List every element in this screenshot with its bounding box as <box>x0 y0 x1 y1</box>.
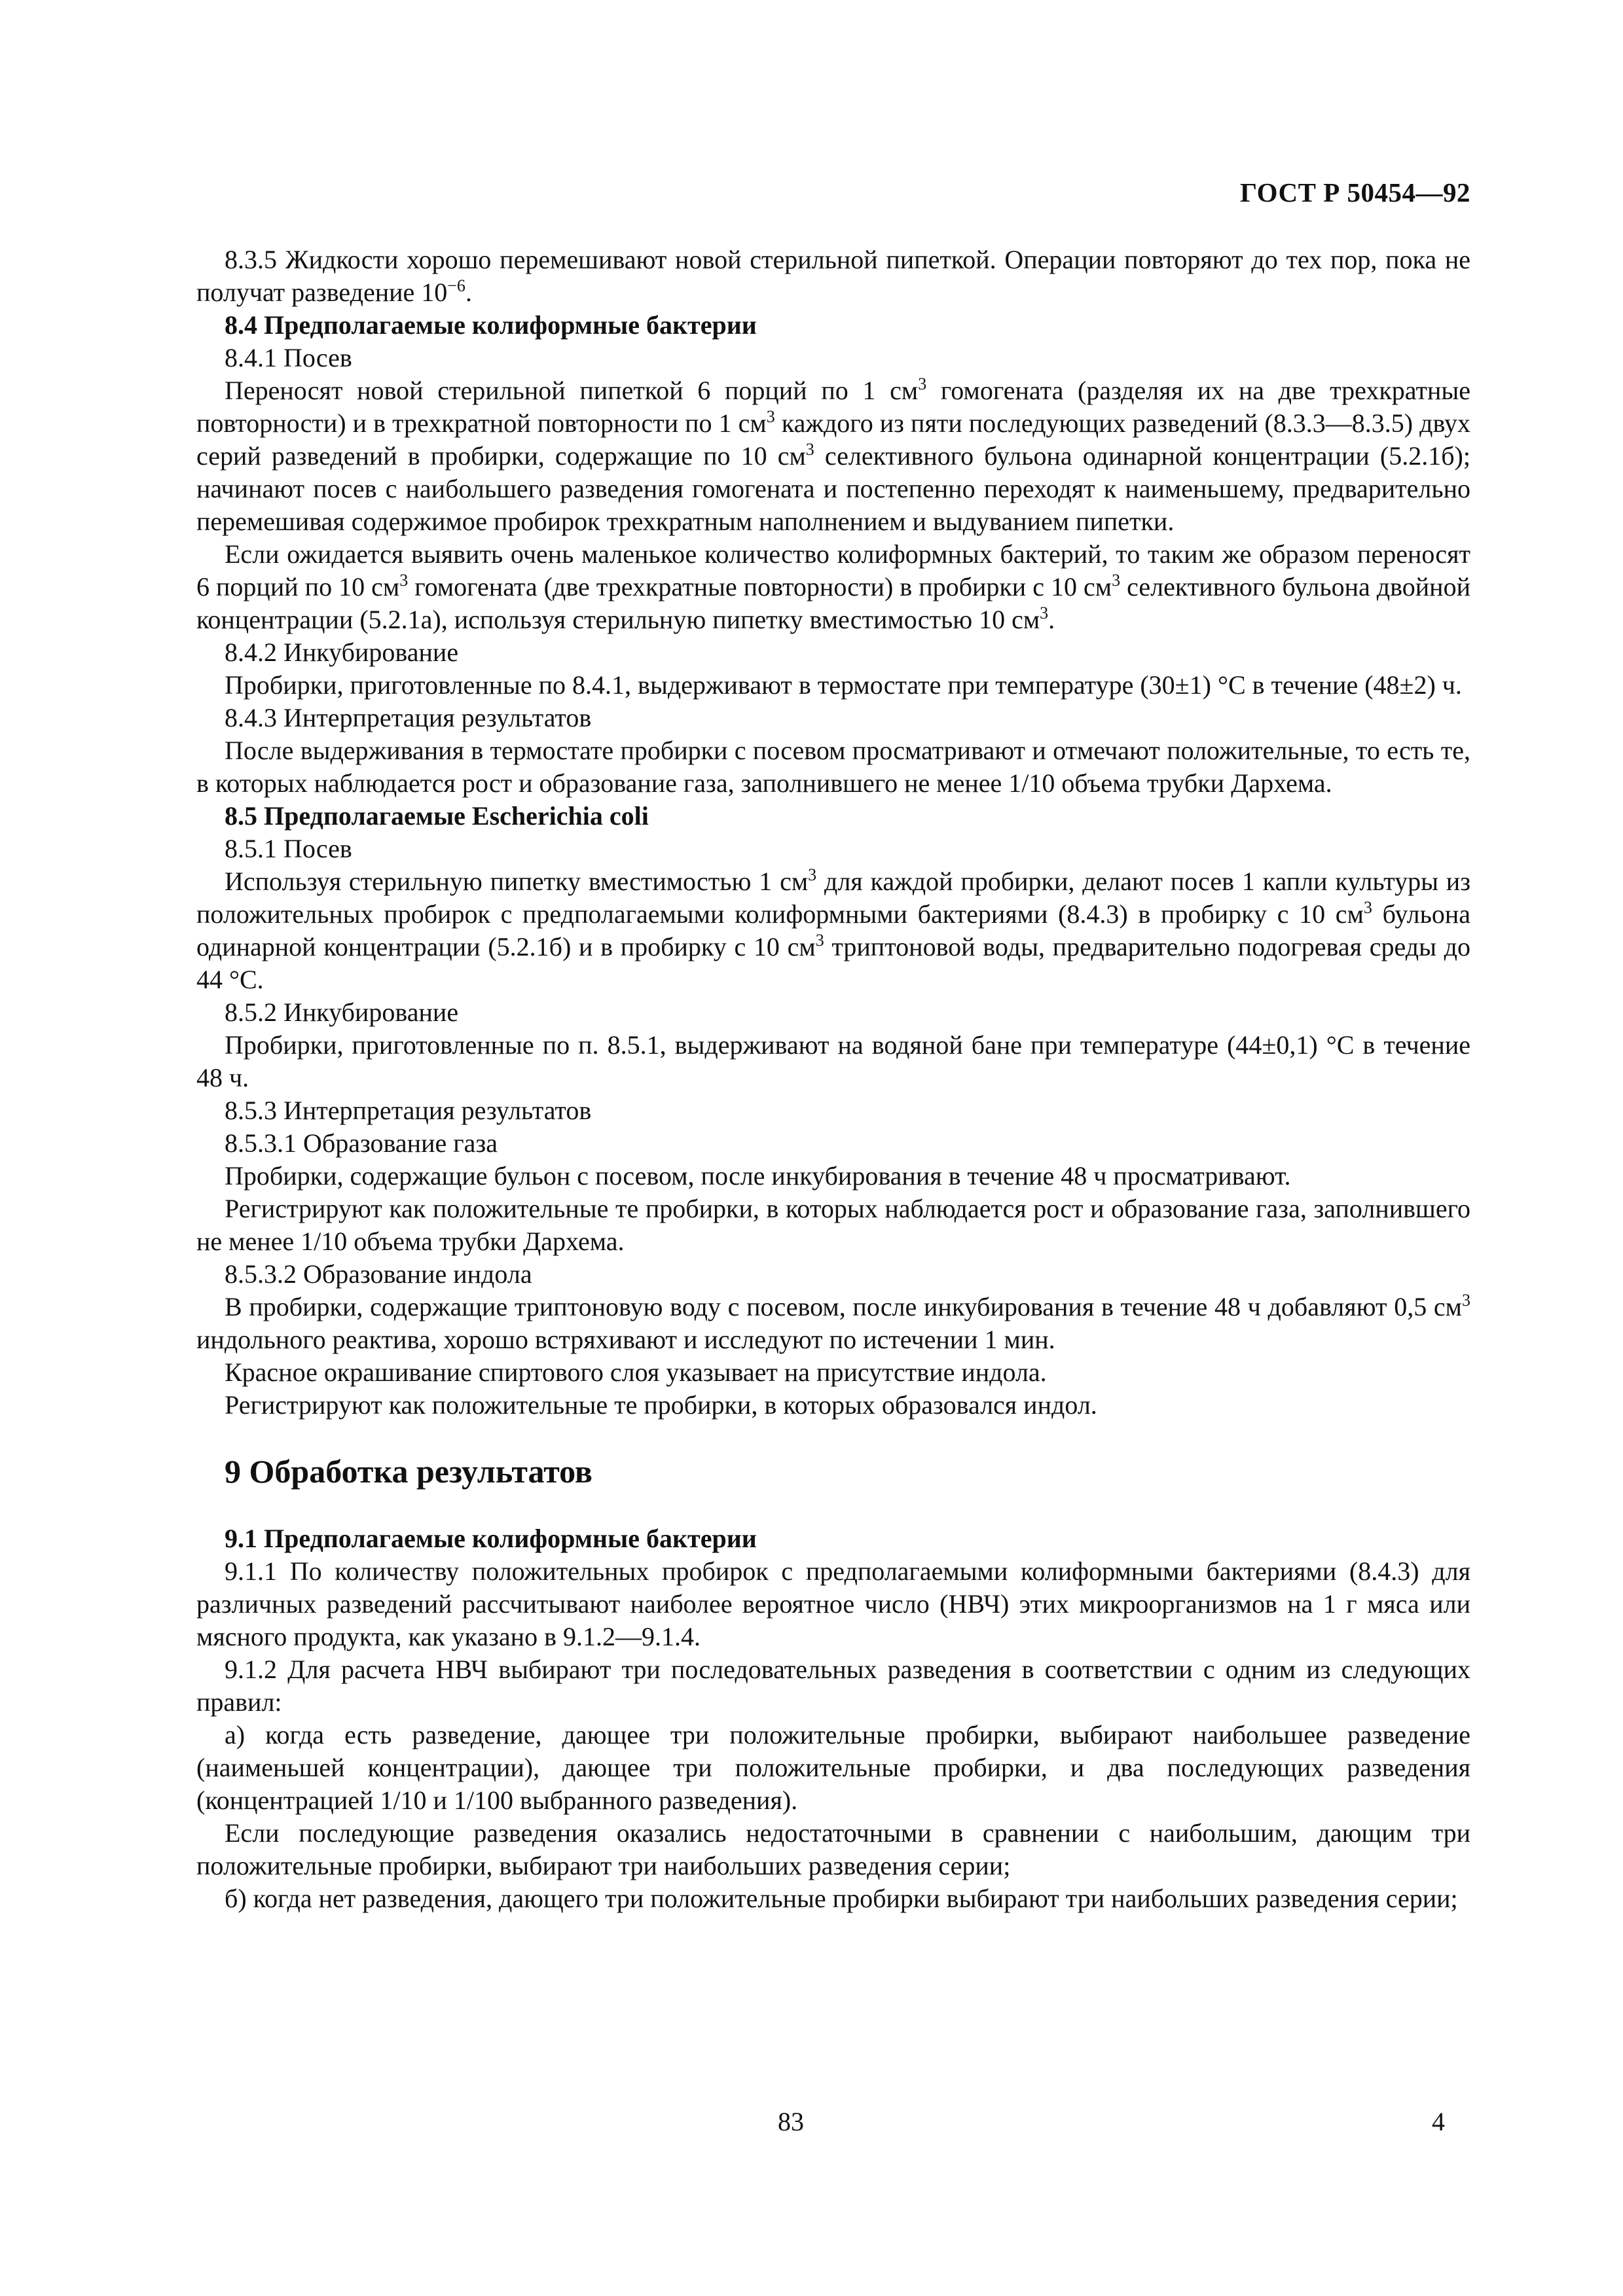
paragraph-8-4-1-b: Если ожидается выявить очень маленькое количество колиформных бактерий, то таким же образом переносят 6 порций по 10 $см^3$ гомогената (две трехкратные повторности) в пробирки с 10 $см^3$ селективного бульона двойной концентрации (5.2.1а), используя стерильную пипетку вместимостью 10 $см^3$. <box>196 539 1470 634</box>
heading-8-5-3: 8.5.3 Интерпретация результатов <box>225 1096 592 1125</box>
paragraph-8-5-3-2-a: В пробирки, содержащие триптоновую воду с посевом, после инкубирования в течение 48 ч добавляют 0,5 $см^3$ индольного реактива, хорошо встряхивают и исследуют по истечении 1 мин. <box>196 1291 1470 1354</box>
sheet-number: 4 <box>1432 2107 1445 2136</box>
heading-8-4-2: 8.4.2 Инкубирование <box>225 637 459 667</box>
document-body <box>196 243 1470 1915</box>
paragraph-8-5-3-1-a: Пробирки, содержащие бульон с посевом, после инкубирования в течение 48 ч просматривают. <box>225 1161 1291 1191</box>
heading-8-5-1: 8.5.1 Посев <box>225 834 352 863</box>
paragraph-8-3-5: 8.3.5 Жидкости хорошо перемешивают новой стерильной пипеткой. Операции повторяют до тех пор, пока не получат разведение $10^{-6}$. <box>196 245 1470 307</box>
paragraph-8-5-1: Используя стерильную пипетку вместимостью 1 $см^3$ для каждой пробирки, делают посев 1 капли культуры из положительных пробирок с предполагаемыми колиформными бактериями (8.4.3) в пробирку с 10 $см^3$ бульона одинарной концентрации (5.2.1б) и в пробирку с 10 $см^3$ триптоновой воды, предварительно подогревая среды до 44 °С. <box>196 865 1471 994</box>
paragraph-8-5-3-2-b: Красное окрашивание спиртового слоя указывает на присутствие индола. <box>225 1357 1047 1387</box>
paragraph-9-1-2-b: б) когда нет разведения, дающего три положительные пробирки выбирают три наибольших разведения серии; <box>225 1884 1458 1913</box>
heading-9-1: 9.1 Предполагаемые колиформные бактерии <box>225 1524 757 1553</box>
heading-8-5-2: 8.5.2 Инкубирование <box>225 997 459 1027</box>
paragraph-8-4-1-a: Переносят новой стерильной пипеткой 6 порций по 1 $см^3$ гомогената (разделяя их на две трехкратные повторности) и в трехкратной повторности по 1 $см^3$ каждого из пяти последующих разведений (8.3.3—8.3.5) двух серий разведений в пробирки, содержащие по 10 $см^3$ селективного бульона одинарной концентрации (5.2.1б); начинают посев с наибольшего разведения гомогената и постепенно переходят к наименьшему, предварительно перемешивая содержимое пробирок трехкратным наполнением и выдуванием пипетки. <box>196 374 1470 536</box>
heading-8-5-3-1: 8.5.3.1 Образование газа <box>225 1128 498 1158</box>
paragraph-8-5-3-1-b: Регистрируют как положительные те пробирки, в которых наблюдается рост и образование газа, заполнившего не менее 1/10 объема трубки Дархема. <box>196 1194 1470 1256</box>
paragraph-8-4-2: Пробирки, приготовленные по 8.4.1, выдерживают в термостате при температуре (30±1) °С в течение (48±2) ч. <box>225 670 1462 700</box>
paragraph-8-5-2: Пробирки, приготовленные по п. 8.5.1, выдерживают на водяной бане при температуре (44±0,1) °С в течение 48 ч. <box>196 1030 1470 1092</box>
heading-8-5-3-2: 8.5.3.2 Образование индола <box>225 1259 532 1289</box>
heading-8-4-1: 8.4.1 Посев <box>225 343 352 372</box>
paragraph-9-1-2-a-note: Если последующие разведения оказались недостаточными в сравнении с наибольшим, дающим три положительные пробирки, выбирают три наибольших разведения серии; <box>196 1818 1470 1880</box>
page-number: 83 <box>778 2107 804 2136</box>
section-heading-9: 9 Обработка результатов <box>225 1453 593 1490</box>
paragraph-9-1-1: 9.1.1 По количеству положительных пробирок с предполагаемыми колиформными бактериями (8.4.3) для различных разведений рассчитывают наиболее вероятное число (НВЧ) этих микроорганизмов на 1 г мяса или мясного продукта, как указано в 9.1.2—9.1.4. <box>196 1556 1470 1651</box>
paragraph-9-1-2: 9.1.2 Для расчета НВЧ выбирают три последовательных разведения в соответствии с одним из следующих правил: <box>196 1655 1470 1717</box>
paragraph-8-5-3-2-c: Регистрируют как положительные те пробирки, в которых образовался индол. <box>225 1390 1097 1420</box>
heading-8-5: 8.5 Предполагаемые Escherichia coli <box>225 801 649 831</box>
heading-8-4-3: 8.4.3 Интерпретация результатов <box>225 703 592 732</box>
paragraph-8-4-3: После выдерживания в термостате пробирки с посевом просматривают и отмечают положительные, то есть те, в которых наблюдается рост и образование газа, заполнившего не менее 1/10 объема трубки Дархема. <box>196 736 1470 798</box>
heading-8-4: 8.4 Предполагаемые колиформные бактерии <box>225 310 757 340</box>
document-code: ГОСТ Р 50454—92 <box>1240 177 1470 207</box>
paragraph-9-1-2-a: а) когда есть разведение, дающее три положительные пробирки, выбирают наибольшее разведение (наименьшей концентрации), дающее три положительные пробирки, и два последующих разведения (концентрацией 1/10 и 1/100 выбранного разведения). <box>196 1720 1470 1815</box>
